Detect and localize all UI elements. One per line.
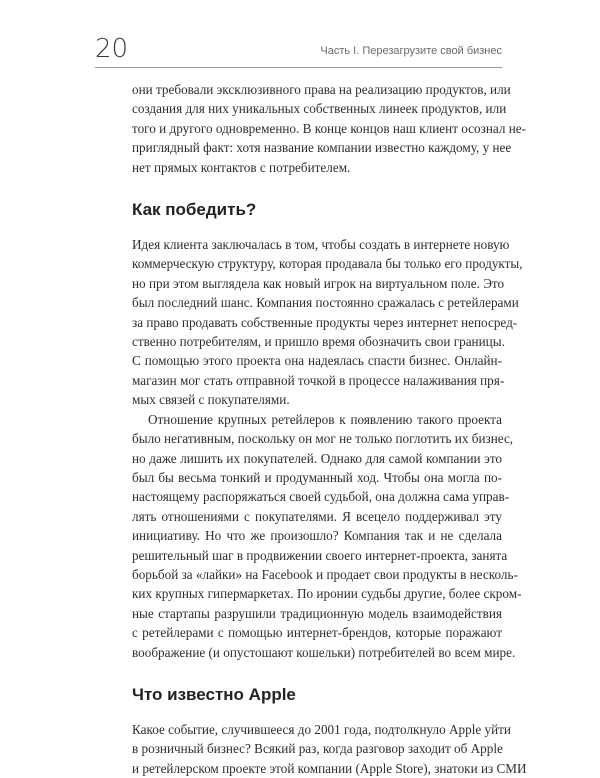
- text-line: С помощью этого проекта она надеялась спасти бизнес. Онлайн-: [132, 353, 502, 369]
- text-line: мых связей с покупателями.: [132, 392, 290, 408]
- text-line: ких крупных гипермаркетах. По иронии судьбы другие, более скром-: [132, 586, 522, 602]
- text-line: нет прямых контактов с потребителем.: [132, 159, 351, 175]
- text-line: настоящему распоряжаться своей судьбой, она должна сама управ-: [132, 489, 510, 505]
- text-line: того и другого одновременно. В конце концов наш клиент осознал не-: [132, 120, 527, 136]
- section-heading-what-apple-knows: Что известно Apple: [132, 684, 296, 704]
- section-heading-how-to-win: Как победить?: [132, 200, 257, 220]
- page-body: [132, 80, 527, 778]
- text-line: создания для них уникальных собственных линеек продуктов, или: [132, 101, 507, 117]
- header-rule: [95, 67, 502, 68]
- text-line: был последний шанс. Компания постоянно сражалась с ретейлерами: [132, 295, 519, 311]
- text-line: лять отношениями с покупателями. Я всецело поддерживал эту: [132, 508, 502, 524]
- paragraph-retailers-attitude: [132, 410, 522, 662]
- text-line: они требовали эксклюзивного права на реализацию продуктов, или: [132, 82, 511, 97]
- paragraph-client-idea: [132, 235, 523, 410]
- text-line: ные стартапы разрушили традиционную модель взаимодействия: [132, 605, 502, 621]
- text-line: Отношение крупных ретейлеров к появлению такого проекта: [148, 411, 502, 427]
- text-line: Какое событие, случившееся до 2001 года, подтолкнуло Apple уйти: [132, 721, 511, 737]
- text-line: за право продавать собственные продукты через интернет непосред-: [132, 314, 518, 330]
- text-line: воображение (и опустошают кошельки) потребителей во всем мире.: [132, 644, 516, 660]
- text-line: решительный шаг в продвижении своего интернет-проекта, занята: [132, 547, 508, 563]
- text-line: приглядный факт: хотя название компании известно каждому, у нее: [132, 140, 512, 156]
- text-line: коммерческую структуру, которая продавала бы только его продукты,: [132, 256, 523, 272]
- text-line: но при этом выглядела как новый игрок на виртуальном поле. Это: [132, 275, 505, 291]
- page-number: 20: [95, 34, 129, 64]
- text-line: но даже лишить их покупателей. Однако для самой компании это: [132, 450, 502, 466]
- text-line: и ретейлерском проекте этой компании (Apple Store), знатоки из СМИ: [132, 760, 527, 776]
- text-line: борьбой за «лайки» на Facebook и продает свои продукты в несколь-: [132, 566, 518, 582]
- text-line: ственно потребителям, и пришло время обозначить свои границы.: [132, 334, 505, 350]
- text-line: было негативным, поскольку он мог не только поглотить их бизнес,: [132, 431, 514, 447]
- running-head: Часть I. Перезагрузите свой бизнес: [320, 45, 502, 57]
- text-line: в розничный бизнес? Всякий раз, когда разговор заходит об Apple: [132, 741, 503, 757]
- text-line: магазин мог стать отправной точкой в процессе налаживания пря-: [132, 372, 505, 388]
- paragraph-apple-question: [132, 720, 527, 778]
- paragraph-intro: [132, 80, 527, 177]
- text-line: инициативу. Но что же произошло? Компания так и не сделала: [132, 528, 502, 544]
- text-line: с ретейлерами с помощью интернет-брендов, которые поражают: [132, 625, 502, 641]
- text-line: был бы весьма тонкий и продуманный ход. Чтобы она могла по-: [132, 469, 502, 485]
- text-line: Идея клиента заключалась в том, чтобы создать в интернете новую: [132, 237, 510, 253]
